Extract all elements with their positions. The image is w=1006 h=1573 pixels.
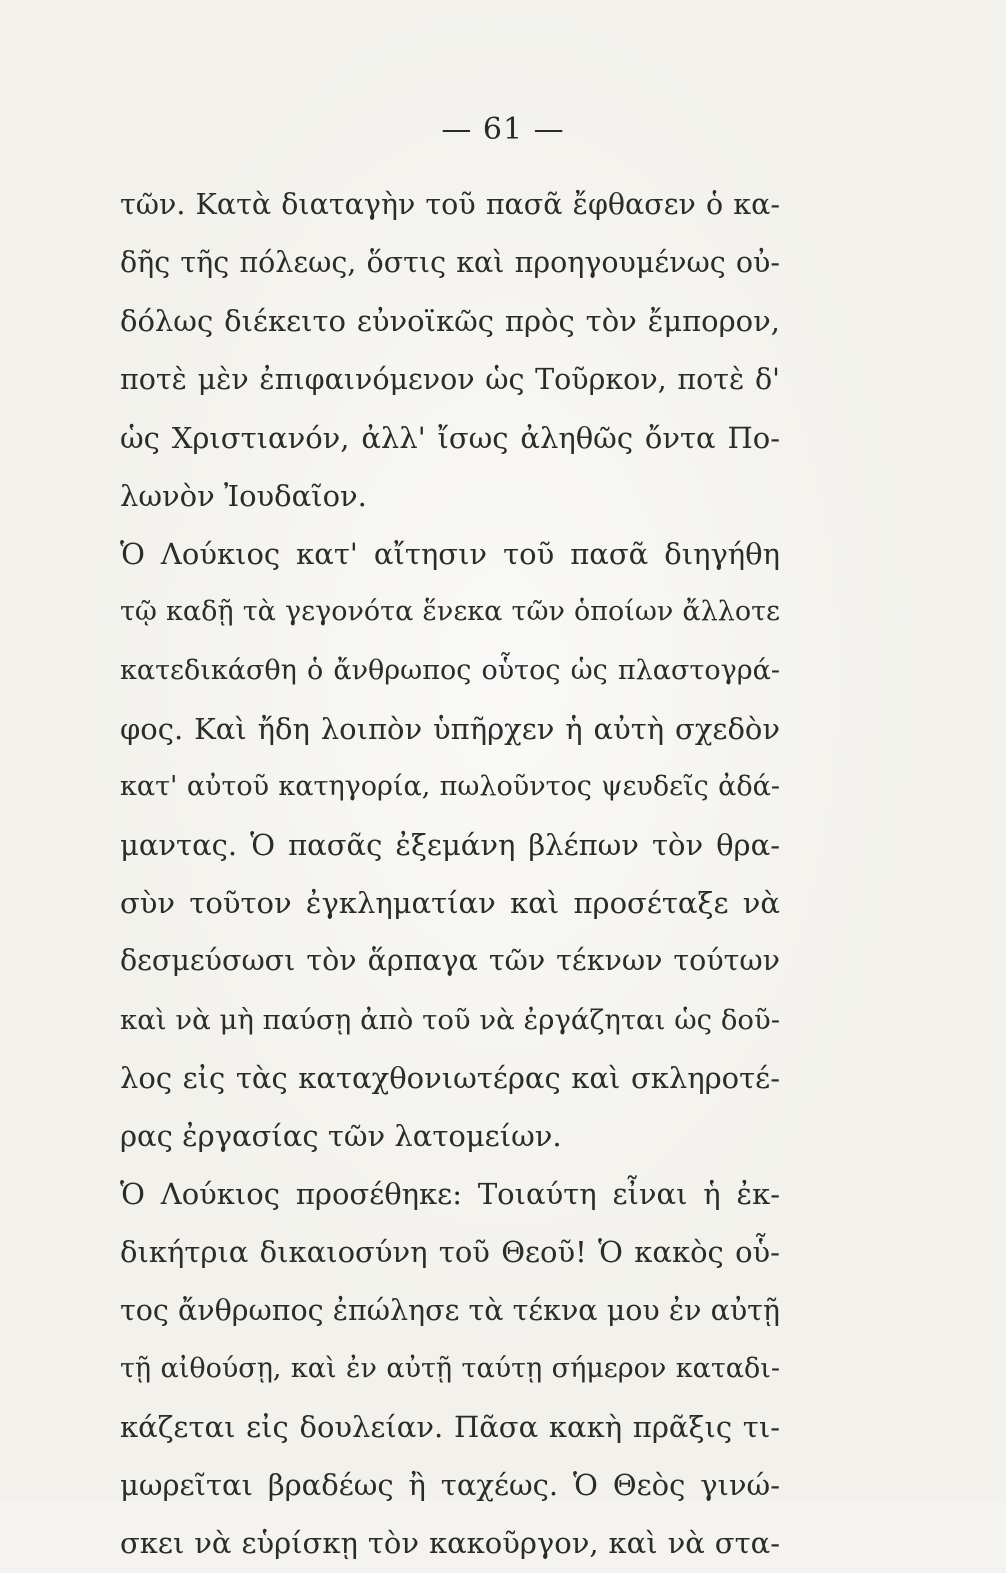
text-line: τῶν. Κατὰ διαταγὴν τοῦ πασᾶ ἔφθασεν ὁ κα-	[120, 188, 780, 221]
text-line: Ὁ Λούκιος προσέθηκε: Τοιαύτη εἶναι ἡ ἐκ-	[120, 1177, 780, 1212]
text-line: τῷ καδῇ τὰ γεγονότα ἕνεκα τῶν ὁποίων ἄλλοτε	[120, 596, 780, 628]
text-line: Ὁ Λούκιος κατ' αἴτησιν τοῦ πασᾶ διηγήθη	[120, 537, 780, 572]
text-line: ὡς Χριστιανόν, ἀλλ' ἴσως ἀληθῶς ὄντα Πο-	[120, 420, 780, 455]
text-line: ρας ἐργασίας τῶν λατομείων.	[120, 1119, 562, 1153]
page-number: — 61 —	[441, 112, 565, 147]
text-line: τος ἄνθρωπος ἐπώλησε τὰ τέκνα μου ἐν αὐτῇ	[120, 1293, 780, 1327]
body-text	[120, 176, 780, 1573]
text-line: κατεδικάσθη ὁ ἄνθρωπος οὗτος ὡς πλαστογρά-	[120, 654, 780, 686]
text-line: δεσμεύσωσι τὸν ἅρπαγα τῶν τέκνων τούτων	[120, 944, 780, 978]
text-line: φος. Καὶ ἤδη λοιπὸν ὑπῆρχεν ἡ αὐτὴ σχεδὸν	[120, 711, 780, 746]
text-line: σκει νὰ εὑρίσκῃ τὸν κακοῦργον, καὶ νὰ στα-	[120, 1526, 780, 1561]
text-line: κατ' αὐτοῦ κατηγορία, πωλοῦντος ψευδεῖς ἀδά-	[120, 770, 780, 802]
text-line: μωρεῖται βραδέως ἢ ταχέως. Ὁ Θεὸς γινώ-	[120, 1468, 780, 1503]
text-line: τῇ αἰθούσῃ, καὶ ἐν αὐτῇ ταύτῃ σήμερον καταδι-	[120, 1352, 780, 1384]
text-line: καὶ νὰ μὴ παύσῃ ἀπὸ τοῦ νὰ ἐργάζηται ὡς δοῦ-	[120, 1003, 780, 1036]
text-line: δῆς τῆς πόλεως, ὅστις καὶ προηγουμένως οὐ-	[120, 246, 780, 280]
text-line: λος εἰς τὰς καταχθονιωτέρας καὶ σκληροτέ-	[120, 1060, 780, 1095]
text-line: δικήτρια δικαιοσύνη τοῦ Θεοῦ! Ὁ κακὸς οὗ-	[120, 1235, 780, 1270]
text-line: δόλως διέκειτο εὐνοϊκῶς πρὸς τὸν ἔμπορον,	[120, 304, 780, 339]
text-line: μαντας. Ὁ πασᾶς ἐξεμάνη βλέπων τὸν θρα-	[120, 828, 780, 863]
text-line: λωνὸν Ἰουδαῖον.	[120, 478, 367, 513]
text-line: σὺν τοῦτον ἐγκληματίαν καὶ προσέταξε νὰ	[120, 886, 780, 921]
text-line: ποτὲ μὲν ἐπιφαινόμενον ὡς Τοῦρκον, ποτὲ δ'	[120, 362, 780, 396]
text-line: κάζεται εἰς δουλείαν. Πᾶσα κακὴ πρᾶξις τι-	[120, 1409, 780, 1444]
